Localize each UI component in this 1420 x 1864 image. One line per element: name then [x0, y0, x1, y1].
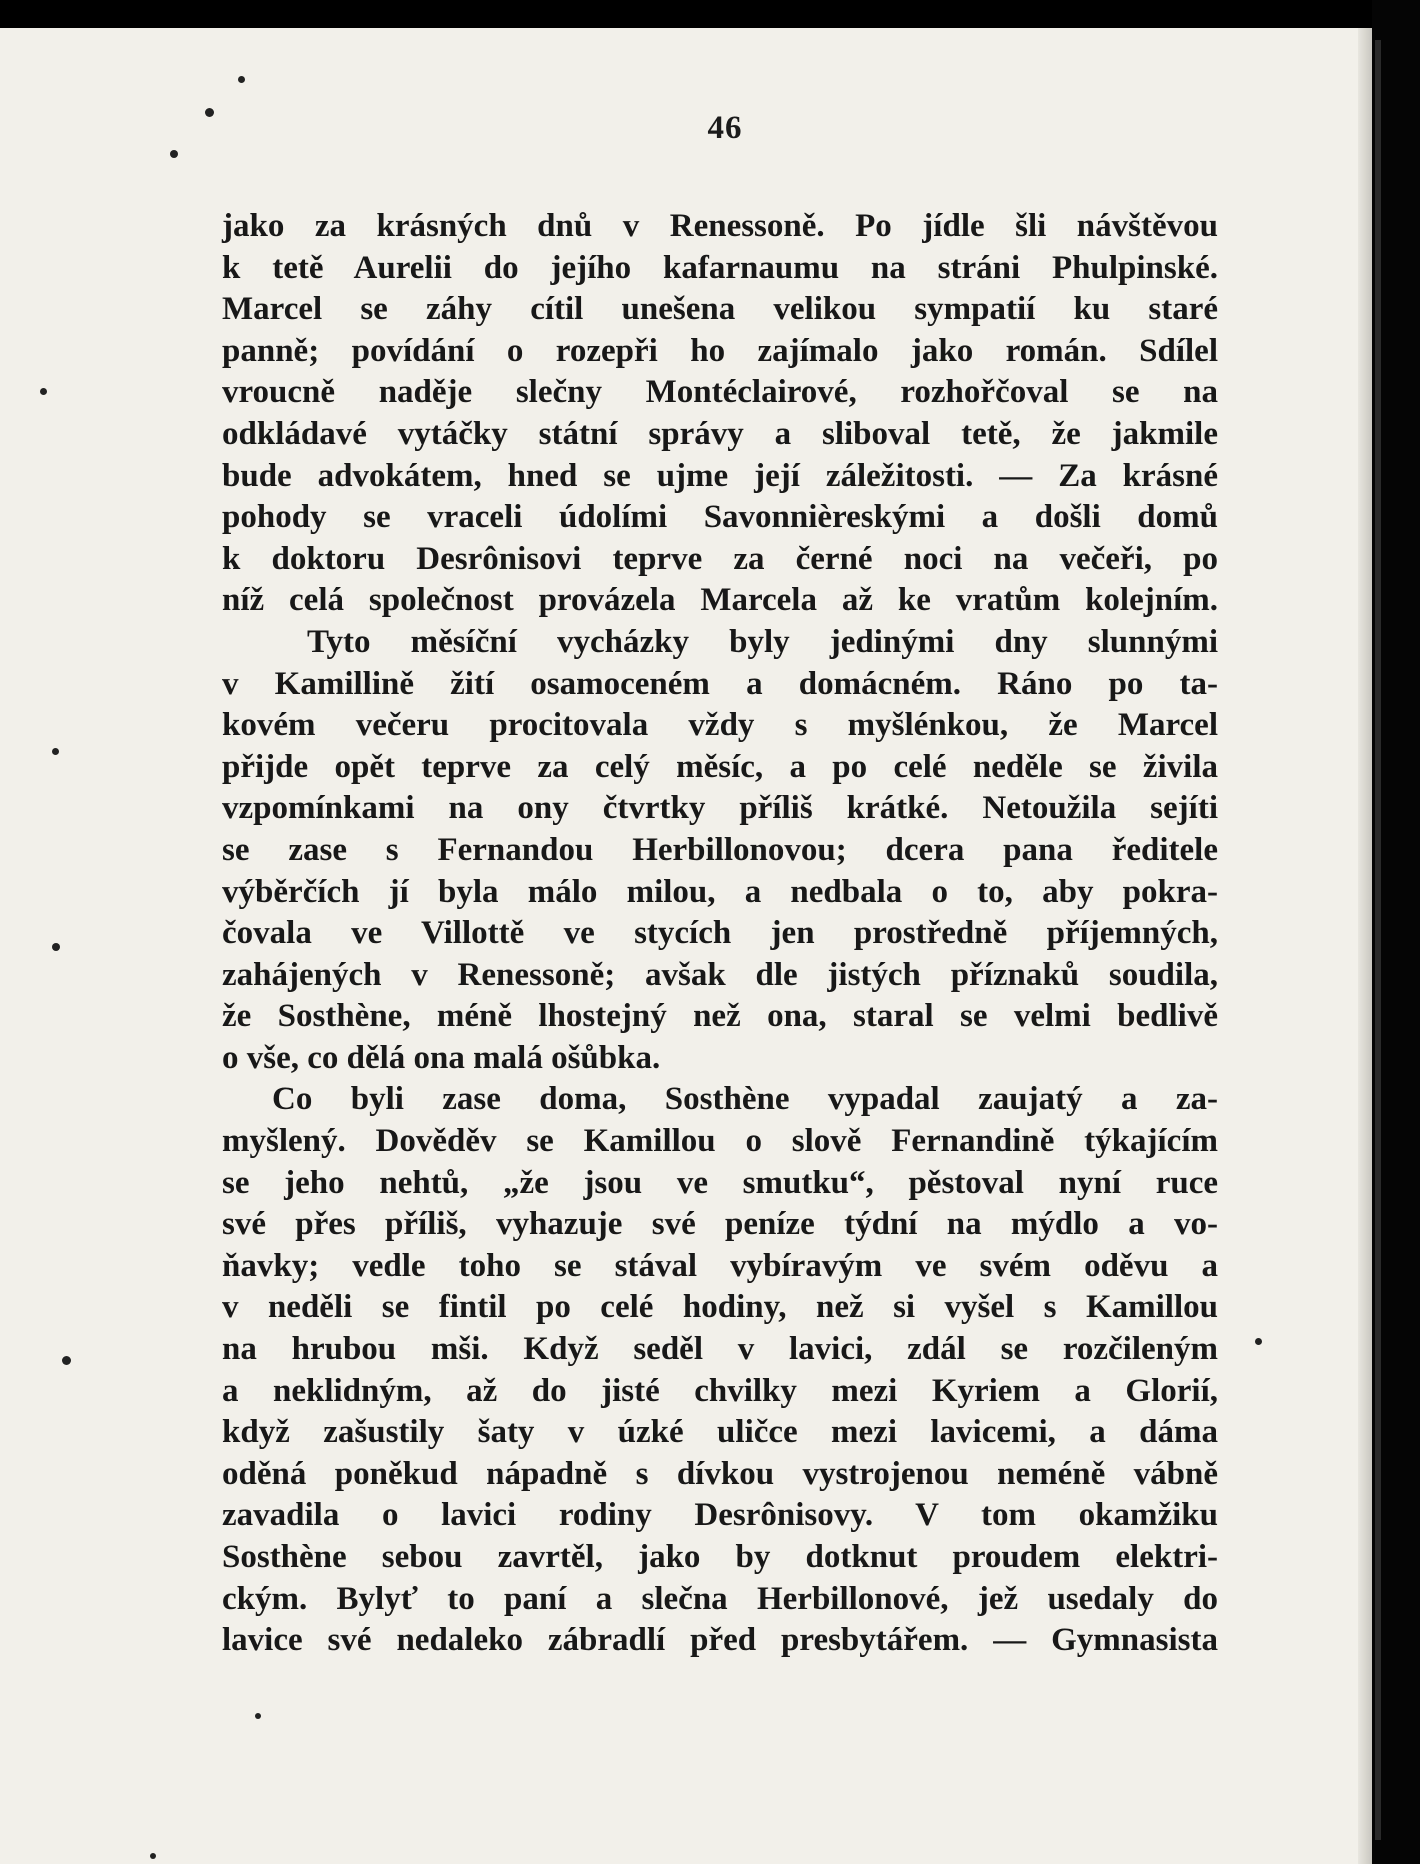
scan-speck — [238, 76, 245, 83]
text-line: se zase s Fernandou Herbillonovou; dcera pana ředitele — [222, 831, 1218, 868]
book-spine-edge — [1375, 40, 1381, 1840]
text-line: jako za krásných dnů v Renessoně. Po jídle šli návštěvou — [222, 208, 1218, 244]
text-line: své přes příliš, vyhazuje své peníze týdní na mýdlo a vo- — [222, 1206, 1218, 1243]
text-line: vzpomínkami na ony čtvrtky příliš krátké. Netoužila sejíti — [222, 790, 1218, 827]
text-line: odkládavé vytáčky státní správy a sliboval tetě, že jakmile — [222, 415, 1218, 452]
scan-speck — [52, 748, 59, 755]
text-line: k doktoru Desrônisovi teprve za černé noci na večeři, po — [222, 540, 1218, 577]
page-edge-shadow — [1358, 28, 1372, 1864]
text-line: kovém večeru procitovala vždy s myšlénkou, že Marcel — [222, 707, 1218, 744]
text-line: zahájených v Renessoně; avšak dle jistých příznaků soudila, — [222, 956, 1218, 993]
scan-speck — [150, 1853, 156, 1859]
text-line: se jeho nehtů, „že jsou ve smutku“, pěstoval nyní ruce — [222, 1164, 1218, 1201]
text-line: panně; povídání o rozepři ho zajímalo jako román. Sdílel — [222, 332, 1218, 369]
text-line: lavice své nedaleko zábradlí před presbytářem. — Gymnasista — [222, 1622, 1218, 1659]
text-line: ňavky; vedle toho se stával vybíravým ve svém oděvu a — [222, 1247, 1218, 1284]
paragraph-end-line: o vše, co dělá ona malá ošůbka. — [222, 1039, 661, 1076]
text-line: v neděli se fintil po celé hodiny, než si vyšel s Kamillou — [222, 1289, 1218, 1326]
text-line: zavadila o lavici rodiny Desrônisovy. V tom okamžiku — [222, 1497, 1218, 1534]
text-line: čovala ve Villottě ve stycích jen prostředně příjemných, — [222, 915, 1218, 952]
text-line: že Sosthène, méně lhostejný než ona, staral se velmi bedlivě — [222, 998, 1218, 1035]
text-line: vroucně naděje slečny Montéclairové, rozhořčoval se na — [222, 374, 1218, 411]
text-line: Sosthène sebou zavrtěl, jako by dotknut proudem elektri- — [222, 1539, 1218, 1575]
text-line: oděná poněkud nápadně s dívkou vystrojenou neméně vábně — [222, 1455, 1218, 1492]
text-line: výběrčích jí byla málo milou, a nedbala o to, aby pokra- — [222, 873, 1218, 910]
text-line: myšlený. Dověděv se Kamillou o slově Fernandině týkajícím — [222, 1123, 1218, 1160]
text-line: ckým. Bylyť to paní a slečna Herbillonové, jež usedaly do — [222, 1580, 1218, 1617]
text-line: na hrubou mši. Když seděl v lavici, zdál se rozčileným — [222, 1331, 1218, 1368]
text-line: v Kamillině žití osamoceném a domácném. Ráno po ta- — [222, 665, 1218, 702]
paragraph-start-line: Tyto měsíční vycházky byly jedinými dny slunnými — [307, 623, 1218, 660]
body-text — [222, 206, 1218, 1662]
scan-speck — [1255, 1338, 1262, 1345]
scan-speck — [52, 943, 60, 951]
scan-speck — [170, 150, 178, 158]
scan-speck — [62, 1356, 71, 1365]
text-line: níž celá společnost provázela Marcela až ke vratům kolejním. — [222, 582, 1218, 619]
scan-speck — [255, 1713, 261, 1719]
scan-right-border — [1372, 0, 1420, 1864]
text-line: k tetě Aurelii do jejího kafarnaumu na stráni Phulpinské. — [222, 249, 1218, 286]
text-line: přijde opět teprve za celý měsíc, a po celé neděle se živila — [222, 748, 1218, 785]
page-number: 46 — [707, 110, 743, 146]
book-page — [0, 28, 1372, 1864]
text-line: bude advokátem, hned se ujme její záležitosti. — Za krásné — [222, 457, 1218, 494]
text-line: Marcel se záhy cítil unešena velikou sympatií ku staré — [222, 291, 1218, 328]
text-line: když zašustily šaty v úzké uličce mezi lavicemi, a dáma — [222, 1414, 1218, 1451]
text-line: pohody se vraceli údolími Savonnièreskými a došli domů — [222, 499, 1218, 536]
scan-speck — [40, 388, 47, 395]
text-line: a neklidným, až do jisté chvilky mezi Kyriem a Glorií, — [222, 1372, 1218, 1409]
paragraph-start-line: Co byli zase doma, Sosthène vypadal zaujatý a za- — [272, 1081, 1218, 1118]
